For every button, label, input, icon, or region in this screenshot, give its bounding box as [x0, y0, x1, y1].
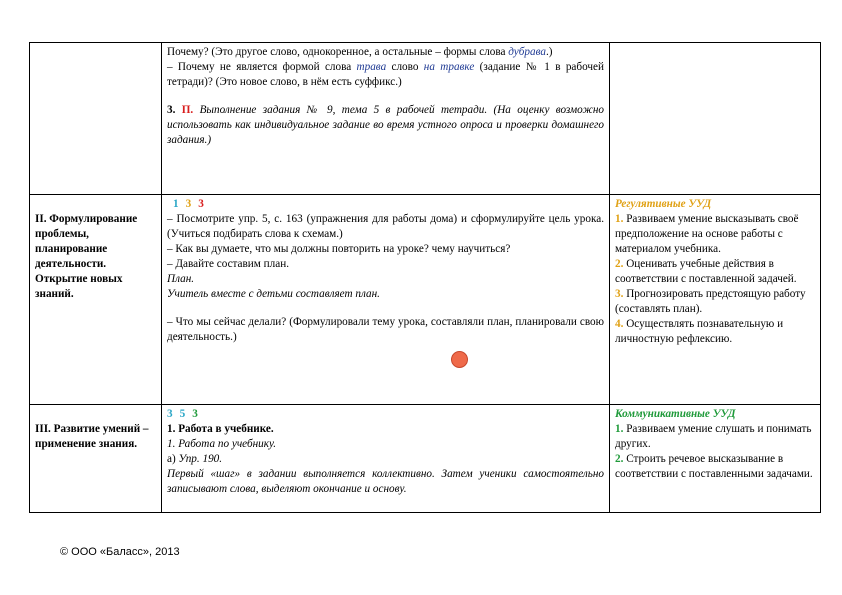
stage-codes	[167, 407, 604, 422]
task-mark-p: П.	[181, 104, 194, 116]
question-dubrava: Почему? (Это другое слово, однокоренное, а остальные – формы слова дубрава.)	[167, 46, 553, 58]
code-2: 3	[185, 198, 192, 210]
code-3: 3	[198, 198, 204, 210]
code-1: 3	[167, 408, 173, 420]
stage-codes	[167, 197, 604, 212]
task-3: 3. П. Выполнение задания № 9, тема 5 в рабочей тетради. (На оценку возможно использовать как индивидуальное задание во время устного опроса и проверки домашнего задания.)	[167, 104, 605, 146]
uud-item: 2. Строить речевое высказывание в соответствии с поставленными задачами.	[615, 453, 813, 480]
table-row-continuation	[30, 43, 821, 195]
plan-label: План.	[167, 273, 195, 285]
content-cell	[162, 43, 610, 195]
word-trava: трава	[356, 61, 387, 73]
uud-cell-empty	[610, 43, 821, 195]
stage-cell-empty	[30, 43, 162, 195]
content-cell	[162, 195, 610, 405]
uud-title-regulatory: Регулятивные УУД	[615, 198, 712, 210]
copyright-footer: © ООО «Баласс», 2013	[60, 546, 180, 558]
uud-item: 3. Прогнозировать предстоящую работу (составлять план).	[615, 288, 806, 315]
uud-item: 1. Развиваем умение слушать и понимать других.	[615, 423, 812, 450]
uud-item: 1. Развиваем умение высказывать своё предположение на основе работы с материалом учебника.	[615, 213, 799, 255]
code-3: 3	[192, 408, 198, 420]
code-2: 5	[179, 408, 186, 420]
uud-cell	[610, 195, 821, 405]
word-na-travke: на травке	[423, 61, 475, 73]
marker-dot	[451, 351, 468, 368]
code-1: 1	[173, 198, 179, 210]
paragraph: Первый «шаг» в задании выполняется коллективно. Затем ученики самостоятельно записывают слова, выделяют окончание и основу.	[167, 468, 604, 495]
paragraph: – Что мы сейчас делали? (Формулировали тему урока, составляли план, планировали свою деятельность.)	[167, 316, 604, 343]
paragraph: – Как вы думаете, что мы должны повторить на уроке? чему научиться?	[167, 243, 511, 255]
paragraph: 1. Работа по учебнику.	[167, 438, 277, 450]
uud-title-communicative: Коммуникативные УУД	[615, 408, 736, 420]
table-row-stage-2	[30, 195, 821, 405]
uud-item: 2. Оценивать учебные действия в соответствии с поставленной задачей.	[615, 258, 797, 285]
content-cell	[162, 405, 610, 513]
uud-item: 4. Осуществлять познавательную и личностную рефлексию.	[615, 318, 784, 345]
word-dubrava: дубрава	[508, 46, 546, 58]
paragraph: – Давайте составим план.	[167, 258, 289, 270]
section-heading: 1. Работа в учебнике.	[167, 423, 274, 435]
paragraph: – Посмотрите упр. 5, с. 163 (упражнения для работы дома) и сформулируйте цель урока. (Учиться подбирать слова к схемам.)	[167, 213, 604, 240]
table-row-stage-3	[30, 405, 821, 513]
uud-cell	[610, 405, 821, 513]
lesson-table	[29, 42, 821, 513]
question-trava: – Почему не является формой слова трава слово на травке (задание № 1 в рабочей тетради)? (Это новое слово, в нём есть суффикс.)	[167, 61, 604, 88]
exercise-line: а) Упр. 190.	[167, 453, 223, 465]
stage-cell: II. Формулирование проблемы, планирование деятельности. Открытие новых знаний.	[30, 195, 162, 405]
stage-cell: III. Развитие умений – применение знания.	[30, 405, 162, 513]
paragraph: Учитель вместе с детьми составляет план.	[167, 288, 380, 300]
